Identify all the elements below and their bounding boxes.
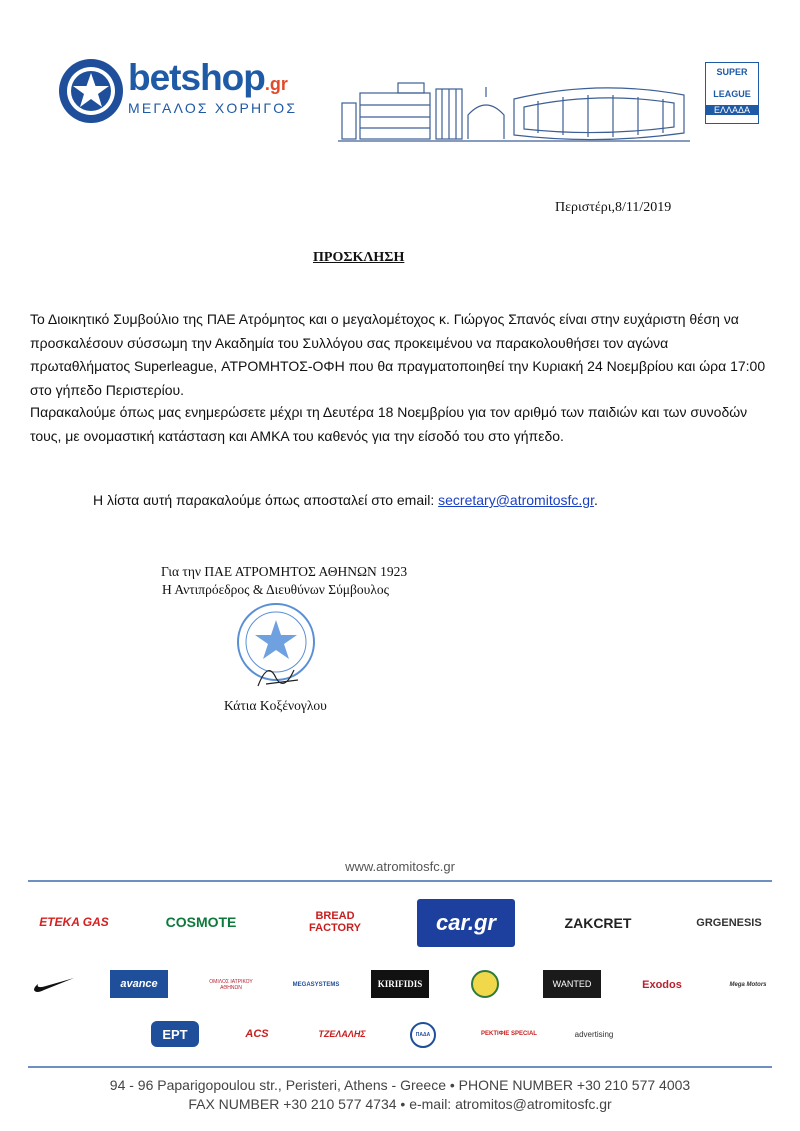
email-suffix: .	[593, 492, 598, 508]
sponsor-iatriko: ΟΜΙΛΟΣ ΙΑΤΡΙΚΟΥ ΑΘΗΝΩΝ	[209, 979, 253, 991]
sponsor-advertising: advertising	[574, 1029, 614, 1039]
sponsor-pada: ΠΑΔΑ	[410, 1022, 436, 1048]
sponsor-subtitle: ΜΕΓΑΛΟΣ ΧΟΡΗΓΟΣ	[128, 100, 298, 116]
footer-address: 94 - 96 Paparigopoulou str., Peristeri, Athens - Greece • PHONE NUMBER +30 210 577 4003	[109, 1077, 691, 1093]
sponsor-nike	[32, 976, 76, 994]
league-bottom: ΕΛΛΑΔΑ	[706, 105, 758, 115]
superleague-logo	[705, 62, 759, 124]
sponsor-avance: avance	[110, 970, 168, 998]
main-sponsor-logo	[128, 58, 297, 116]
footer-contact: FAX NUMBER +30 210 577 4734 • e-mail: atromitos@atromitosfc.gr	[188, 1096, 612, 1112]
sponsor-bread-factory: BREAD FACTORY	[309, 910, 361, 934]
letter-date: Περιστέρι,8/11/2019	[555, 200, 672, 215]
sponsor-rektifie: ΡΕΚΤΙΦΙΕ SPECIAL	[481, 1031, 537, 1037]
sponsor-megasystems: MEGASYSTEMS	[292, 982, 340, 988]
league-top: SUPER	[716, 67, 748, 77]
sponsor-cosmote: COSMOTE	[165, 914, 237, 930]
email-instruction	[93, 492, 598, 508]
sponsor-eteka: ETEKA GAS	[39, 915, 109, 929]
signature-organization: Για την ΠΑΕ ΑΤΡΟΜΗΤΟΣ ΑΘΗΝΩΝ 1923	[161, 564, 408, 579]
email-link[interactable]: secretary@atromitosfc.gr	[438, 492, 594, 508]
stadium-illustration-icon	[338, 75, 690, 151]
sponsor-badge	[471, 970, 499, 998]
sponsor-ert: ΕΡΤ	[151, 1021, 199, 1047]
sponsor-grgenesis: GRGENESIS	[696, 917, 762, 929]
footer-divider-top	[28, 880, 772, 882]
footer-divider-bottom	[28, 1066, 772, 1068]
paragraph-request: Παρακαλούμε όπως μας ενημερώσετε μέχρι τη Δευτέρα 18 Νοεμβρίου για τον αριθμό των παιδιών και των συνοδών τους, με ονομαστική κατάσταση και ΑΜΚΑ του καθενός για την είσοδό του στο γήπεδο.	[30, 404, 748, 444]
sponsor-name: betshop	[128, 57, 265, 98]
sponsor-tzelalis: ΤΖΕΛΑΛΗΣ	[318, 1029, 366, 1039]
official-stamp-icon	[228, 600, 324, 696]
league-mid: LEAGUE	[713, 89, 751, 99]
club-crest-icon	[58, 58, 124, 124]
email-prefix: Η λίστα αυτή παρακαλούμε όπως αποσταλεί στο email:	[93, 492, 439, 508]
signature-name: Κάτια Κοξένογλου	[224, 698, 327, 713]
letter-title: ΠΡΟΣΚΛΗΣΗ	[313, 250, 405, 265]
sponsor-wordmark	[128, 58, 297, 98]
sponsor-acs: ACS	[245, 1028, 269, 1040]
sponsor-tld: .gr	[264, 74, 288, 94]
sponsor-wanted: WANTED	[543, 970, 601, 998]
sponsor-kirifidis: KIRIFIDIS	[371, 970, 429, 998]
sponsor-mega-motors: Mega Motors	[729, 982, 767, 988]
sponsor-car-gr: car.gr	[417, 899, 515, 947]
paragraph-invitation: Το Διοικητικό Συμβούλιο της ΠΑΕ Ατρόμητος και ο μεγαλομέτοχος κ. Γιώργος Σπανός είναι στην ευχάριστη θέση να προσκαλέσουν σύσσωμη την Ακαδημία του Συλλόγου σας προκειμένου να παρακολουθήσει τον αγώνα πρωταθλήματος Superleague, ΑΤΡΟΜΗΤΟΣ-ΟΦΗ που θα πραγματοποιηθεί την Κυριακή 24 Νοεμβρίου και ώρα 17:00 στο γήπεδο Περιστερίου.	[30, 311, 766, 398]
sponsor-exodos: Exodos	[642, 979, 682, 991]
footer-website[interactable]: www.atromitosfc.gr	[345, 859, 455, 874]
signature-role: Η Αντιπρόεδρος & Διευθύνων Σύμβουλος	[162, 582, 389, 597]
sponsor-zakcret: ZAKCRET	[564, 915, 632, 931]
